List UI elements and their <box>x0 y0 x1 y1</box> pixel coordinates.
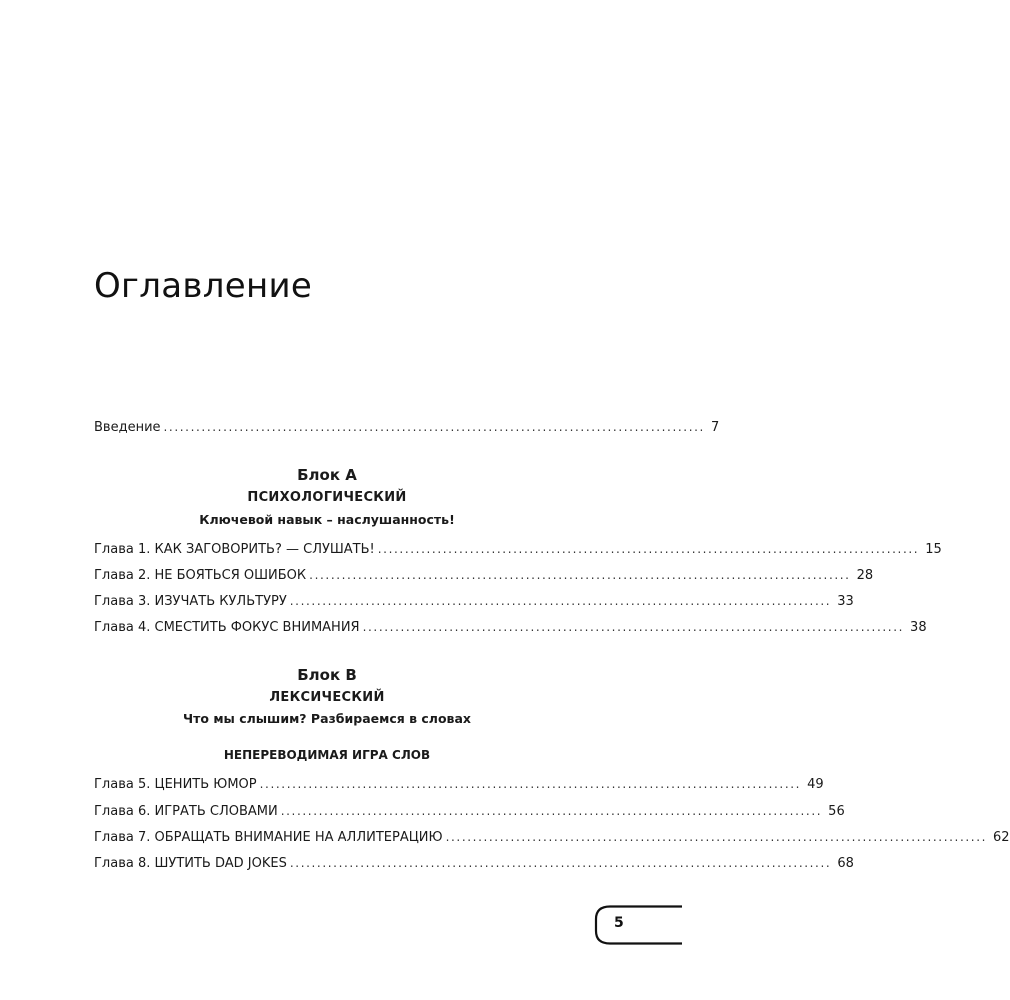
toc-entry-label: Глава 2. НЕ БОЯТЬСЯ ОШИБОК <box>94 568 307 583</box>
page-tab-bracket-icon <box>592 905 682 945</box>
toc-leader-dots: .................................................................................................... <box>377 542 920 556</box>
toc-entry-page: 68 <box>837 856 854 871</box>
toc-entry-label: Введение <box>94 420 161 435</box>
block-a-subtitle: ПСИХОЛОГИЧЕСКИЙ <box>247 490 407 505</box>
toc-entry-page: 33 <box>837 594 854 609</box>
block-a-description: Ключевой навык – наслушанность! <box>199 512 455 527</box>
toc-entry-chapter-5[interactable] <box>94 775 824 793</box>
toc-leader-dots: .................................................................................................... <box>362 620 905 634</box>
toc-leader-dots: .................................................................................................... <box>280 804 823 818</box>
toc-entry-chapter-2[interactable] <box>94 566 874 584</box>
toc-entry-label: Глава 5. ЦЕНИТЬ ЮМОР <box>94 777 257 792</box>
block-b-subtitle: ЛЕКСИЧЕСКИЙ <box>269 690 385 705</box>
toc-entry-label: Глава 8. ШУТИТЬ DAD JOKES <box>94 856 287 871</box>
block-b-description: Что мы слышим? Разбираемся в словах <box>183 711 471 726</box>
toc-entry-chapter-3[interactable] <box>94 592 854 610</box>
toc-leader-dots: .................................................................................................... <box>309 568 851 582</box>
page-number-tab <box>592 905 682 945</box>
toc-leader-dots: .................................................................................................... <box>259 777 802 791</box>
toc-entry-page: 15 <box>925 542 942 557</box>
block-a-title: Блок А <box>297 466 357 484</box>
toc-entry-intro[interactable] <box>94 418 720 436</box>
toc-entry-label: Глава 1. КАК ЗАГОВОРИТЬ? — СЛУШАТЬ! <box>94 542 375 557</box>
toc-leader-dots: .................................................................................................... <box>289 594 832 608</box>
block-b-title: Блок В <box>297 666 357 684</box>
toc-entry-label: Глава 7. ОБРАЩАТЬ ВНИМАНИЕ НА АЛЛИТЕРАЦИЮ <box>94 830 443 845</box>
toc-entry-chapter-7[interactable] <box>94 828 1010 846</box>
toc-entry-page: 49 <box>807 777 824 792</box>
toc-entry-page: 28 <box>856 568 874 583</box>
toc-entry-chapter-8[interactable] <box>94 854 854 872</box>
toc-entry-page: 38 <box>910 620 927 635</box>
toc-leader-dots: .................................................................................................... <box>163 420 705 434</box>
toc-entry-page: 56 <box>828 804 845 819</box>
toc-entry-label: Глава 6. ИГРАТЬ СЛОВАМИ <box>94 804 278 819</box>
page-number: 5 <box>614 915 624 931</box>
section-heading: НЕПЕРЕВОДИМАЯ ИГРА СЛОВ <box>223 748 431 762</box>
toc-leader-dots: .................................................................................................... <box>289 856 832 870</box>
toc-leader-dots: .................................................................................................... <box>445 830 988 844</box>
toc-entry-page: 62 <box>993 830 1010 845</box>
page-title: Оглавление <box>94 266 313 306</box>
toc-entry-label: Глава 3. ИЗУЧАТЬ КУЛЬТУРУ <box>94 594 287 609</box>
toc-entry-page: 7 <box>710 420 720 435</box>
toc-entry-chapter-1[interactable] <box>94 540 942 558</box>
toc-entry-chapter-4[interactable] <box>94 618 927 636</box>
toc-entry-chapter-6[interactable] <box>94 802 845 820</box>
toc-entry-label: Глава 4. СМЕСТИТЬ ФОКУС ВНИМАНИЯ <box>94 620 360 635</box>
